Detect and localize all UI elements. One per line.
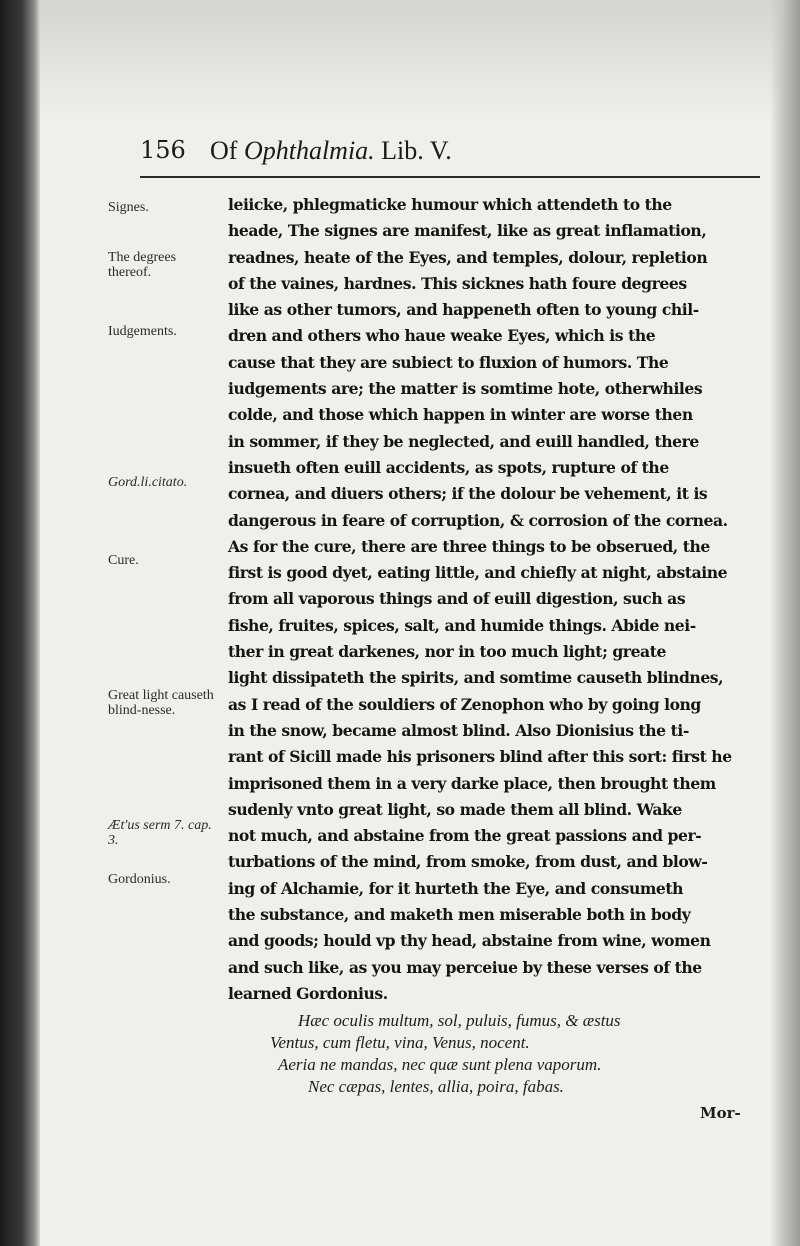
text-line: light dissipateth the spirits, and somtime causeth blindnes, [228, 668, 724, 688]
text-line: dangerous in feare of corruption, & corrosion of the cornea. [228, 510, 728, 530]
text-line: first is good dyet, eating little, and chiefly at night, abstaine [228, 563, 728, 583]
text-line: sudenly vnto great light, so made them all blind. Wake [228, 799, 682, 819]
text-line: cornea, and diuers others; if the dolour be vehement, it is [228, 484, 708, 504]
margin-note-aetius: Æt'us serm 7. cap. 3. [108, 818, 212, 848]
margin-note-cure: Cure. [108, 553, 139, 568]
text-line: dren and others who haue weake Eyes, which is the [228, 326, 656, 346]
text-line: colde, and those which happen in winter are worse then [228, 405, 693, 425]
text-line: as I read of the souldiers of Zenophon who by going long [228, 694, 701, 714]
text-line: imprisoned them in a very darke place, then brought them [228, 773, 716, 793]
margin-note-gordonius: Gordonius. [108, 872, 171, 887]
text-line: and goods; hould vp thy head, abstaine from wine, women [228, 931, 711, 951]
text-line: not much, and abstaine from the great passions and per- [228, 826, 702, 846]
running-title-book: Lib. V. [374, 136, 452, 165]
margin-note-signes: Signes. [108, 200, 149, 215]
text-line: ing of Alchamie, for it hurteth the Eye, and consumeth [228, 878, 683, 898]
verse-line: Nec cæpas, lentes, allia, poira, fabas. [308, 1077, 564, 1096]
text-line: ther in great darkenes, nor in too much light; greate [228, 642, 666, 662]
text-line: fishe, fruites, spices, salt, and humide things. Abide nei- [228, 615, 696, 635]
body-text [228, 192, 768, 1007]
text-line: the substance, and maketh men miserable both in body [228, 905, 691, 925]
text-line: like as other tumors, and happeneth often to young chil- [228, 300, 699, 320]
text-line: cause that they are subiect to fluxion of humors. The [228, 352, 669, 372]
text-line: iudgements are; the matter is somtime hote, otherwhiles [228, 379, 703, 399]
binding-gutter [0, 0, 40, 1246]
margin-note-iudgements: Iudgements. [108, 324, 177, 339]
text-line: and such like, as you may perceiue by these verses of the [228, 957, 702, 977]
running-title [210, 136, 452, 166]
page-top-shadow [0, 0, 800, 120]
running-title-italic: Ophthalmia. [243, 136, 375, 165]
verse-line: Ventus, cum fletu, vina, Venus, nocent. [270, 1033, 530, 1052]
page-right-edge [770, 0, 800, 1246]
running-title-prefix: Of [210, 136, 244, 165]
text-line: rant of Sicill made his prisoners blind after this sort: first he [228, 747, 732, 767]
verse-line: Aeria ne mandas, nec quæ sunt plena vaporum. [278, 1055, 602, 1074]
text-line: insueth often euill accidents, as spots, rupture of the [228, 457, 669, 477]
margin-note-great-light: Great light causeth blind-nesse. [108, 688, 214, 718]
header-rule [140, 176, 760, 178]
catchword: Mor- [700, 1104, 741, 1122]
text-line: learned Gordonius. [228, 983, 388, 1003]
text-line: in sommer, if they be neglected, and euill handled, there [228, 431, 699, 451]
text-line: As for the cure, there are three things to be obserued, the [228, 536, 710, 556]
text-line: from all vaporous things and of euill digestion, such as [228, 589, 686, 609]
text-line: turbations of the mind, from smoke, from dust, and blow- [228, 852, 708, 872]
verse-block [248, 1010, 748, 1098]
text-line: readnes, heate of the Eyes, and temples, dolour, repletion [228, 247, 708, 267]
text-line: of the vaines, hardnes. This sicknes hath foure degrees [228, 273, 687, 293]
page-number: 156 [140, 136, 186, 164]
margin-note-degrees: The degrees thereof. [108, 250, 177, 280]
verse-line: Hæc oculis multum, sol, puluis, fumus, & æstus [298, 1011, 621, 1030]
text-line: in the snow, became almost blind. Also Dionisius the ti- [228, 720, 689, 740]
text-line: leiicke, phlegmaticke humour which attendeth to the [228, 195, 672, 214]
page-header [140, 136, 760, 176]
margin-note-gordonius-citation: Gord.li.citato. [108, 475, 188, 490]
text-line: heade, The signes are manifest, like as great inflamation, [228, 221, 707, 241]
